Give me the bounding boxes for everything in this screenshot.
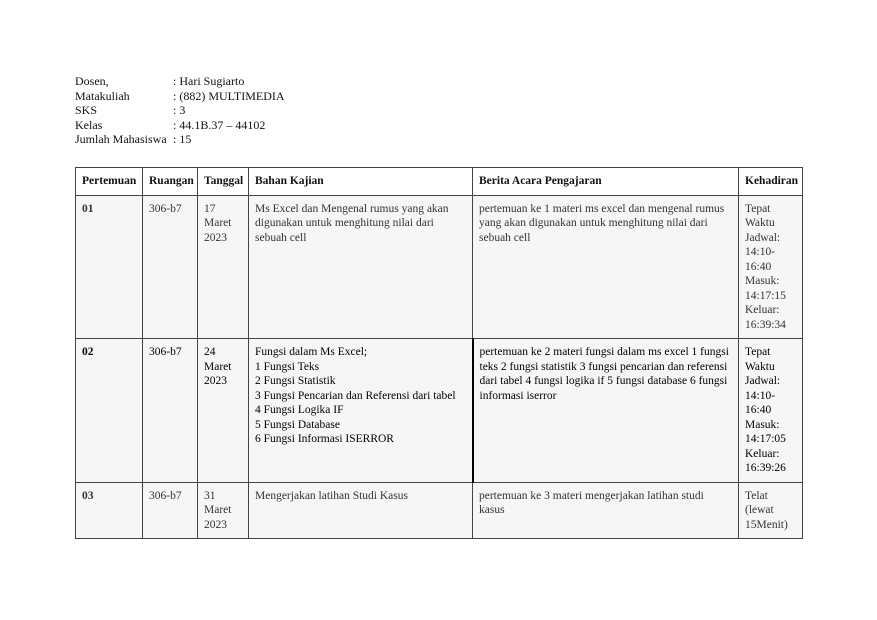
kehadiran-line: 16:40 (745, 260, 772, 273)
bahan-line: 2 Fungsi Statistik (255, 375, 336, 387)
info-value: : 44.1B.37 – 44102 (173, 117, 266, 132)
table-header-row (76, 168, 803, 196)
info-value: : Hari Sugiarto (173, 74, 245, 88)
tanggal-year: 2023 (204, 231, 227, 244)
kehadiran-line: Masuk: (745, 275, 780, 287)
bahan-line: Mengerjakan latihan Studi Kasus (255, 489, 408, 502)
tanggal-year: 2023 (204, 375, 227, 387)
info-value: : (882) MULTIMEDIA (173, 88, 285, 103)
header-tanggal: Tanggal (198, 168, 249, 196)
kehadiran-line: 16:40 (745, 404, 772, 416)
table-row (76, 482, 803, 539)
kehadiran-line: Telat (745, 489, 768, 502)
info-row-sks (75, 103, 285, 118)
cell-tanggal (198, 339, 249, 483)
tanggal-day: 24 (204, 346, 216, 358)
cell-berita-acara: pertemuan ke 3 materi mengerjakan latihan studi kasus (473, 482, 739, 539)
tanggal-month: Maret (204, 217, 232, 229)
kehadiran-line: Waktu (745, 217, 775, 229)
header-pertemuan: Pertemuan (76, 168, 143, 196)
cell-tanggal (198, 195, 249, 339)
cell-tanggal (198, 482, 249, 539)
cell-kehadiran (739, 482, 803, 539)
kehadiran-line: Tepat (745, 202, 771, 215)
cell-ruangan: 306-b7 (143, 195, 198, 339)
kehadiran-line: Jadwal: (745, 375, 781, 387)
cell-ruangan: 306-b7 (143, 339, 198, 483)
cell-kehadiran (739, 339, 803, 483)
cell-kehadiran (739, 195, 803, 339)
kehadiran-line: Keluar: (745, 304, 780, 316)
cell-pertemuan: 01 (76, 195, 143, 339)
kehadiran-line: 14:17:05 (745, 433, 786, 445)
info-row-jumlah-mahasiswa (75, 132, 285, 147)
info-row-kelas (75, 118, 285, 133)
course-info (75, 74, 285, 147)
info-label: Jumlah Mahasiswa (75, 132, 167, 146)
cell-berita-acara: pertemuan ke 1 materi ms excel dan mengenal rumus yang akan digunakan untuk menghitung nilai dari sebuah cell (473, 195, 739, 339)
kehadiran-line: 15Menit) (745, 518, 788, 531)
header-bahan-kajian: Bahan Kajian (249, 168, 473, 196)
kehadiran-line: Tepat (745, 346, 771, 358)
bahan-line: 3 Fungsi Pencarian dan Referensi dari tabel (255, 389, 456, 402)
info-value: : 3 (173, 103, 186, 117)
info-value: : 15 (173, 132, 192, 146)
header-ruangan: Ruangan (143, 168, 198, 196)
bahan-line: 4 Fungsi Logika IF (255, 404, 344, 416)
cell-pertemuan: 02 (76, 339, 143, 483)
kehadiran-line: 14:17:15 (745, 289, 786, 302)
table-row (76, 339, 803, 483)
kehadiran-line: (lewat (745, 504, 774, 516)
cell-pertemuan: 03 (76, 482, 143, 539)
kehadiran-line: 16:39:34 (745, 318, 786, 331)
bahan-line: 1 Fungsi Teks (255, 360, 320, 373)
cell-bahan-kajian (249, 195, 473, 339)
table-row (76, 195, 803, 339)
info-label: Matakuliah (75, 88, 130, 103)
kehadiran-line: 14:10- (745, 246, 776, 258)
info-row-matakuliah (75, 89, 285, 104)
kehadiran-line: 16:39:26 (745, 462, 786, 474)
cell-ruangan: 306-b7 (143, 482, 198, 539)
tanggal-day: 17 (204, 202, 216, 215)
info-label: Kelas (75, 117, 103, 132)
tanggal-year: 2023 (204, 518, 227, 531)
header-kehadiran: Kehadiran (739, 168, 803, 196)
info-label: Dosen, (75, 74, 109, 88)
kehadiran-line: Jadwal: (745, 231, 781, 244)
tanggal-day: 31 (204, 489, 216, 502)
tanggal-month: Maret (204, 360, 232, 373)
kehadiran-line: Keluar: (745, 447, 780, 460)
bahan-line: 6 Fungsi Informasi ISERROR (255, 433, 394, 445)
bahan-line: Ms Excel dan Mengenal rumus yang akan digunakan untuk menghitung nilai dari sebuah cell (255, 202, 449, 244)
bahan-line: Fungsi dalam Ms Excel; (255, 346, 368, 358)
header-berita-acara: Berita Acara Pengajaran (473, 168, 739, 196)
info-label: SKS (75, 103, 98, 117)
teaching-journal-table (75, 167, 803, 539)
bahan-line: 5 Fungsi Database (255, 418, 340, 431)
tanggal-month: Maret (204, 504, 232, 516)
kehadiran-line: Waktu (745, 360, 775, 373)
cell-bahan-kajian (249, 339, 473, 483)
info-row-dosen (75, 74, 285, 89)
kehadiran-line: 14:10- (745, 389, 776, 402)
cell-berita-acara: pertemuan ke 2 materi fungsi dalam ms excel 1 fungsi teks 2 fungsi statistik 3 fungsi pencarian dan referensi dari tabel 4 fungsi logika if 5 fungsi database 6 fungsi informasi iserror (473, 339, 739, 483)
kehadiran-line: Masuk: (745, 418, 780, 431)
cell-bahan-kajian (249, 482, 473, 539)
